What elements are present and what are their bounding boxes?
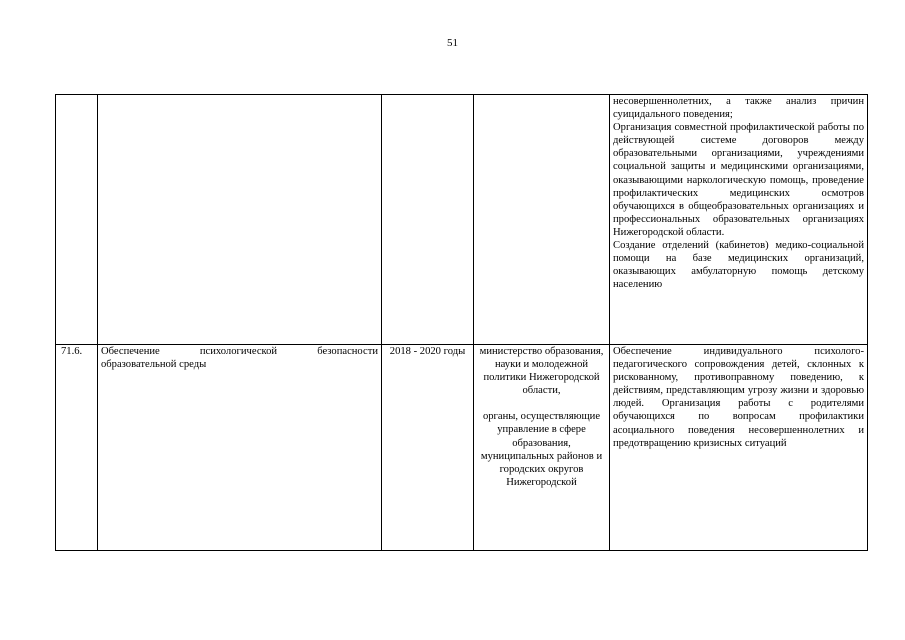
table-row [56,95,868,345]
term-cell [382,95,474,345]
executors-paragraph: органы, осуществляющие управление в сфере образования, муниципальных районов и городских округов Нижегородской [480,411,603,488]
measures-table [55,94,868,551]
term-cell: 2018 - 2020 годы [382,345,474,551]
executors-cell [474,345,610,551]
table-row [56,345,868,551]
executors-paragraph: министерство образования, науки и молодежной политики Нижегородской области, [479,346,604,397]
executors-cell [474,95,610,345]
results-cell [610,95,868,345]
results-paragraph: несовершеннолетних, а также анализ причин суицидального поведения; [613,96,864,121]
number-cell [56,95,98,345]
results-paragraph: Создание отделений (кабинетов) медико-социальной помощи на базе медицинских организаций, оказывающих амбулаторную помощь детскому населению [613,240,864,291]
page-number: 51 [447,37,458,49]
activity-cell [98,95,382,345]
activity-cell: Обеспечение психологической безопасности образовательной среды [98,345,382,551]
results-cell: Обеспечение индивидуального психолого-педагогического сопровождения детей, склонных к рискованному, противоправному поведению, к действиям, представляющим угрозу жизни и здоровью людей. Организация работы с родителями обучающихся по вопросам профилактики асоциального поведения несовершеннолетних и предотвращению кризисных ситуаций [610,345,868,551]
results-paragraph: Организация совместной профилактической работы по действующей системе договоров между образовательными организациями, учреждениями социальной защиты и медицинскими организациями, оказывающими наркологическую помощь, проведение профилактических медицинских осмотров обучающихся в общеобразовательных организациях и профессиональных образовательных организациях Нижегородской области. [613,122,864,238]
number-cell: 71.6. [56,345,98,551]
